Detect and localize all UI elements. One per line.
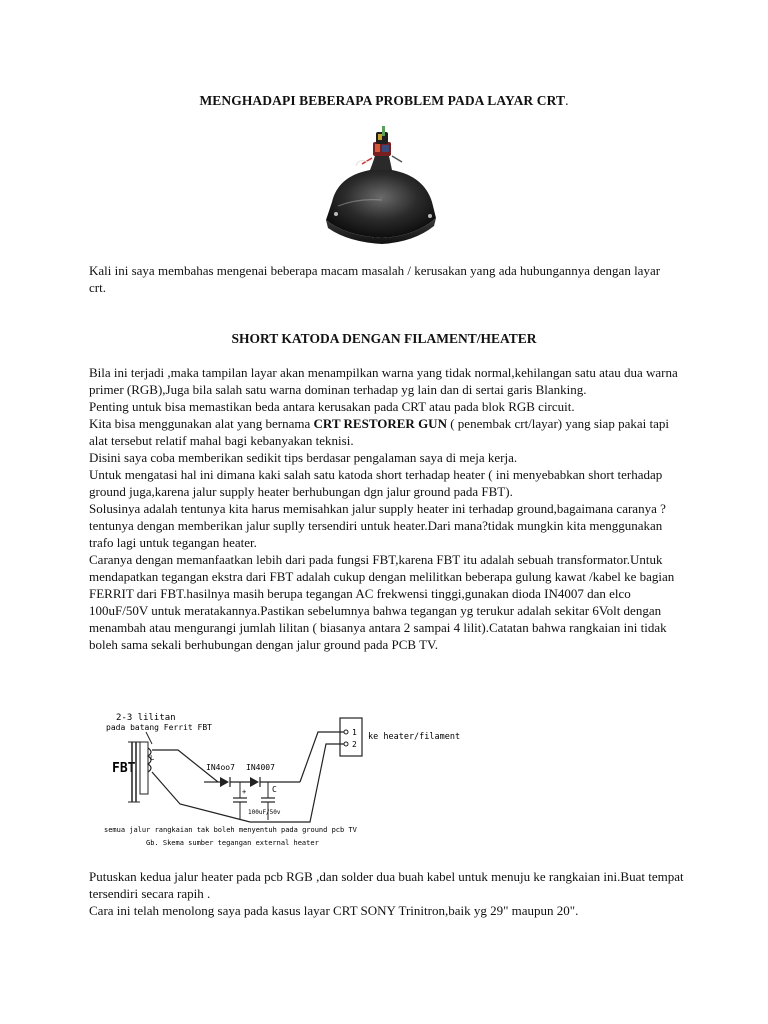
diagram-label-pin-2: 2	[352, 740, 357, 749]
restorer-tool-name: CRT RESTORER GUN	[313, 416, 447, 431]
diagram-label-diode-1: IN4oo7	[206, 763, 235, 772]
paragraph: Penting untuk bisa memastikan beda antara kerusakan pada CRT atau pada blok RGB circuit.	[89, 399, 575, 414]
diagram-label-pin-1: 1	[352, 728, 357, 737]
diagram-caption: Gb. Skema sumber tegangan external heater	[146, 839, 319, 847]
paragraph: Cara ini telah menolong saya pada kasus layar CRT SONY Trinitron,baik yg 29" maupun 20".	[89, 903, 579, 918]
paragraph: Putuskan kedua jalur heater pada pcb RGB ,dan solder dua buah kabel untuk menuju ke rangkaian ini.Buat tempat tersendiri secara rapih .	[89, 869, 684, 901]
diagram-label-diode-2: IN4007	[246, 763, 275, 772]
diagram-label-fbt: FBT	[112, 761, 136, 776]
paragraph: Caranya dengan memanfaatkan lebih dari pada fungsi FBT,karena FBT itu adalah sebuah transformator.Untuk mendapatkan tegangan ekstra dari FBT adalah cukup dengan melilitkan beberapa gulung kawat /kabel ke bagian FERRIT dari FBT.hasilnya masih berupa tegangan AC frekwensi tinggi,gunakan dioda IN4007 dan elco 100uF/50V untuk meratakannya.Pastikan sebelumnya bahwa tegangan yg terukur adalah sekitar 6Volt dengan menambah atau mengurangi jumlah lilitan ( biasanya antara 2 sampai 4 lilit).Catatan bahwa rangkaian ini tidak boleh sama sekali berhubungan dengan jalur ground pada PCB TV.	[89, 552, 675, 652]
paragraph: Untuk mengatasi hal ini dimana kaki salah satu katoda short terhadap heater ( ini menyebabkan short terhadap ground juga,karena jalur supply heater berhubungan dgn jalur ground pada FBT).	[89, 467, 663, 499]
circuit-diagram	[100, 704, 480, 852]
paragraph: Disini saya coba memberikan sedikit tips berdasar pengalaman saya di meja kerja.	[89, 450, 518, 465]
diagram-label-ferrit: pada batang Ferrit FBT	[106, 723, 212, 732]
document-title: MENGHADAPI BEBERAPA PROBLEM PADA LAYAR CRT.	[199, 93, 569, 108]
diagram-label-cap-plus: +	[242, 788, 247, 796]
body-text	[89, 364, 687, 653]
section-heading: SHORT KATODA DENGAN FILAMENT/HEATER	[231, 331, 537, 346]
paragraph: Solusinya adalah tentunya kita harus memisahkan jalur supply heater ini terhadap ground,bagaimana caranya ? tentunya dengan memberikan jalur suplly tersendiri untuk heater.Dari mana?tidak mungkin kita menggunakan trafo lagi untuk tegangan heater.	[89, 501, 666, 550]
intro-paragraph: Kali ini saya membahas mengenai beberapa macam masalah / kerusakan yang ada hubungannya dengan layar crt.	[89, 263, 661, 295]
diagram-label-cap-value: 100uF/50v	[248, 809, 281, 816]
diagram-label-c: C	[272, 785, 277, 794]
diagram-label-coil: L	[150, 754, 155, 762]
diagram-note-ground: semua jalur rangkaian tak boleh menyentuh pada ground pcb TV	[104, 826, 357, 834]
crt-tube-image	[318, 122, 444, 246]
paragraph-restorer: Kita bisa menggunakan alat yang bernama CRT RESTORER GUN ( penembak crt/layar) yang siap pakai tapi alat tersebut relatif mahal bagi kebanyakan teknisi.	[89, 416, 669, 448]
closing-text	[89, 868, 687, 919]
diagram-label-turns: 2-3 lilitan	[116, 713, 176, 723]
diagram-label-heater: ke heater/filament	[368, 732, 461, 742]
paragraph: Bila ini terjadi ,maka tampilan layar akan menampilkan warna yang tidak normal,kehilangan satu atau dua warna primer (RGB),Juga bila salah satu warna dominan terhadap yg lain dan di sertai garis Blanking.	[89, 365, 678, 397]
